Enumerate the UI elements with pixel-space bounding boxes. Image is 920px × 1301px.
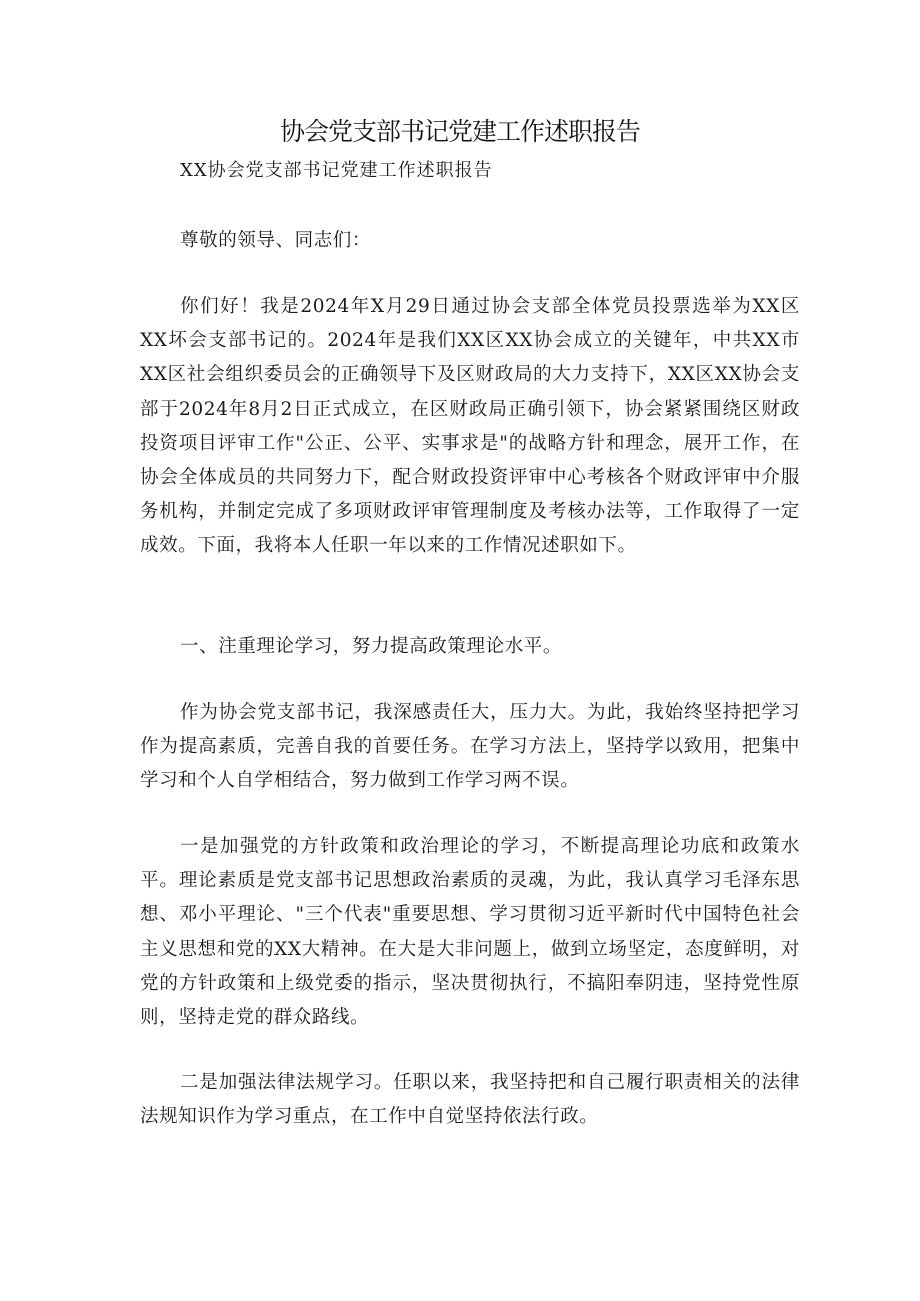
paragraph-law: 二是加强法律法规学习。任职以来，我坚持把和自己履行职责相关的法律法规知识作为学习重点，在工作中自觉坚持依法行政。 xyxy=(140,1072,800,1128)
greeting: 尊敬的领导、同志们： xyxy=(180,230,372,251)
document-subtitle: XX协会党支部书记党建工作述职报告 xyxy=(180,160,493,181)
section-heading-1: 一、注重理论学习，努力提高政策理论水平。 xyxy=(180,636,563,657)
document-title: 协会党支部书记党建工作述职报告 xyxy=(279,117,640,146)
paragraph-intro: 你们好！我是2024年X月29日通过协会支部全体党员投票选举为XX区XX坏会支部书记的。2024年是我们XX区XX协会成立的关键年，中共XX市XX区社会组织委员会的正确领导下及区财政局的大力支持下，XX区XX协会支部于2024年8月2日正式成立，在区财政局正确引领下，协会紧紧围绕区财政投资项目评审工作"公正、公平、实事求是"的战略方针和理念，展开工作，在协会全体成员的共同努力下，配合财政投资评审中心考核各个财政评审中介服务机构，并制定完成了多项财政评审管理制度及考核办法等，工作取得了一定成效。下面，我将本人任职一年以来的工作情况述职如下。 xyxy=(140,296,800,557)
paragraph-study: 作为协会党支部书记，我深感责任大，压力大。为此，我始终坚持把学习作为提高素质，完善自我的首要任务。在学习方法上，坚持学以致用，把集中学习和个人自学相结合，努力做到工作学习两不误。 xyxy=(140,702,800,792)
paragraph-theory: 一是加强党的方针政策和政治理论的学习，不断提高理论功底和政策水平。理论素质是党支部书记思想政治素质的灵魂，为此，我认真学习毛泽东思想、邓小平理论、"三个代表"重要思想、学习贯彻习近平新时代中国特色社会主义思想和党的XX大精神。在大是大非问题上，做到立场坚定，态度鲜明，对党的方针政策和上级党委的指示，坚决贯彻执行，不搞阳奉阴违，坚持党性原则，坚持走党的群众路线。 xyxy=(140,836,800,1029)
